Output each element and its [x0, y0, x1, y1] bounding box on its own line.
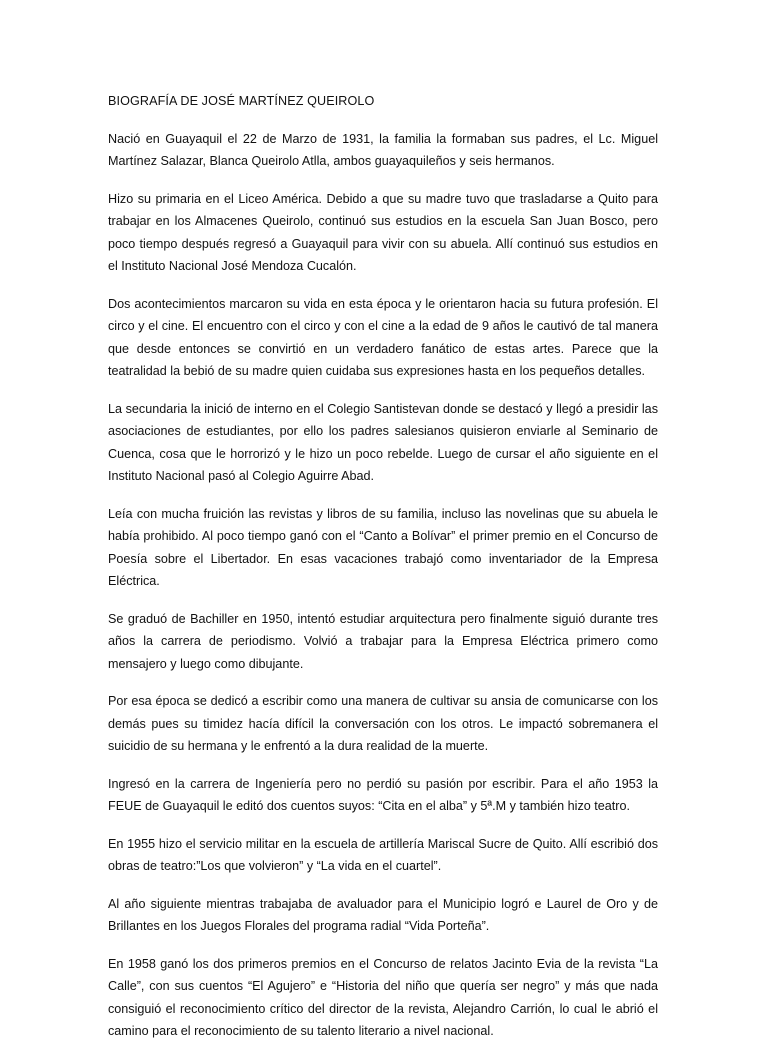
paragraph-bachelor-degree: Se graduó de Bachiller en 1950, intentó estudiar arquitectura pero finalmente siguió durante tres años la carrera de periodismo. Volvió a trabajar para la Empresa Eléctrica primero como mensajero y luego como dibujante.: [108, 611, 658, 671]
paragraph-military-service: En 1955 hizo el servicio militar en la escuela de artillería Mariscal Sucre de Quito. Allí escribió dos obras de teatro:”Los que volvieron” y “La vida en el cuartel”.: [108, 836, 658, 873]
paragraph-circus-and-cinema: Dos acontecimientos marcaron su vida en esta época y le orientaron hacia su futura profesión. El circo y el cine. El encuentro con el circo y con el cine a la edad de 9 años le cautivó de tal manera que desde entonces se convirtió en un verdadero fanático de estas artes. Parece que la teatralidad la bebió de su madre quien cuidaba sus expresiones hasta en los pequeños detalles.: [108, 296, 658, 378]
paragraph-writing: Por esa época se dedicó a escribir como una manera de cultivar su ansia de comunicarse con los demás pues su timidez hacía difícil la conversación con los otros. Le impactó sobremanera el suicidio de su hermana y le enfrentó a la dura realidad de la muerte.: [108, 694, 658, 753]
paragraph-birth: Nació en Guayaquil el 22 de Marzo de 1931, la familia la formaban sus padres, el Lc. Miguel Martínez Salazar, Blanca Queirolo Atlla, ambos guayaquileños y seis hermanos.: [108, 131, 658, 168]
paragraph-engineering: Ingresó en la carrera de Ingeniería pero no perdió su pasión por escribir. Para el año 1953 la FEUE de Guayaquil le editó dos cuentos suyos: “Cita en el alba” y 5ª.M y también hizo teatro.: [108, 776, 658, 813]
paragraph-secondary-school: La secundaria la inició de interno en el Colegio Santistevan donde se destacó y llegó a presidir las asociaciones de estudiantes, por ello los padres salesianos quisieron enviarle al Seminario de Cuenca, cosa que le horrorizó y le hizo un poco rebelde. Luego de cursar el año siguiente en el Instituto Nacional pasó al Colegio Aguirre Abad.: [108, 401, 658, 483]
paragraph-la-calle-prize: En 1958 ganó los dos primeros premios en el Concurso de relatos Jacinto Evia de la revista “La Calle”, con sus cuentos “El Agujero” e “Historia del niño que quería ser negro” y más que nada consiguió el reconocimiento crítico del director de la revista, Alejandro Carrión, lo cual le abrió el camino para el reconocimiento de su talento literario a nivel nacional.: [108, 956, 658, 1038]
paragraph-laurel-award: Al año siguiente mientras trabajaba de avaluador para el Municipio logró e Laurel de Oro y de Brillantes en los Juegos Florales del programa radial “Vida Porteña”.: [108, 896, 658, 933]
paragraph-reading-and-poetry-prize: Leía con mucha fruición las revistas y libros de su familia, incluso las novelinas que su abuela le había prohibido. Al poco tiempo ganó con el “Canto a Bolívar” el primer premio en el Concurso de Poesía sobre el Libertador. En esas vacaciones trabajó como inventariador de la Empresa Eléctrica.: [108, 506, 658, 588]
document-body: [108, 90, 658, 1058]
document-title: BIOGRAFÍA DE JOSÉ MARTÍNEZ QUEIROLO: [108, 94, 375, 108]
paragraph-primary-school: Hizo su primaria en el Liceo América. Debido a que su madre tuvo que trasladarse a Quito para trabajar en los Almacenes Queirolo, continuó sus estudios en la escuela San Juan Bosco, pero poco tiempo después regresó a Guayaquil para vivir con su abuela. Allí continuó sus estudios en el Instituto Nacional José Mendoza Cucalón.: [108, 191, 658, 273]
